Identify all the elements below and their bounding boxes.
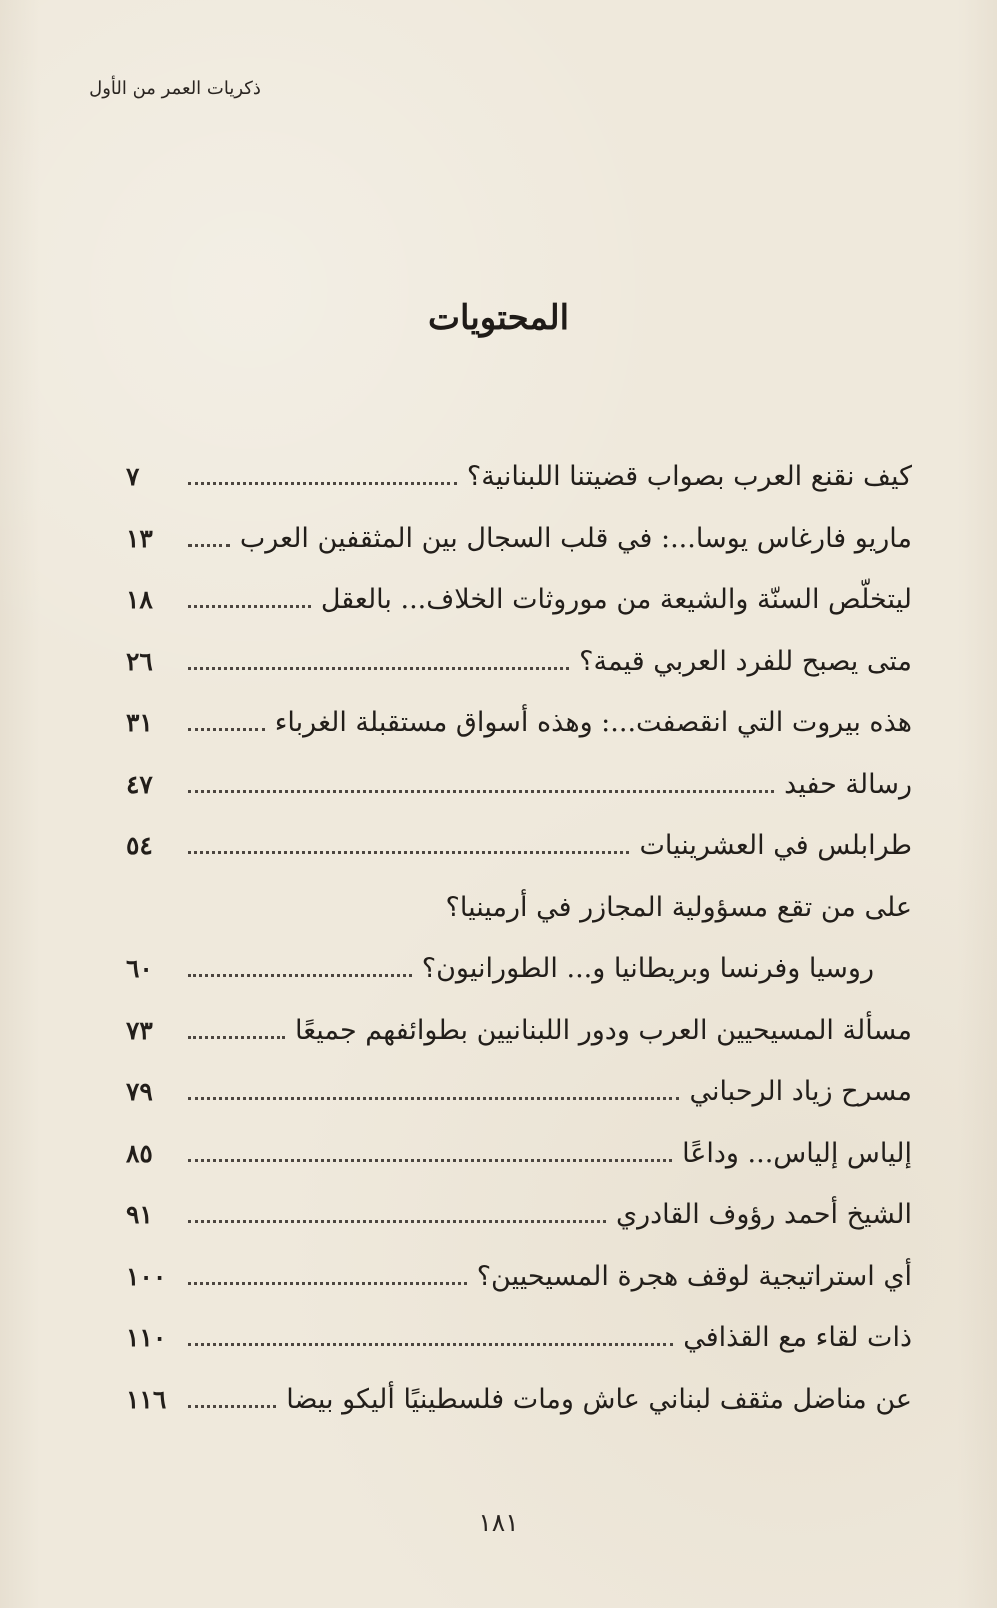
toc-entry-page: ١١٠: [126, 1323, 167, 1353]
toc-leader-dots: [188, 605, 311, 608]
toc-leader-dots: [188, 851, 629, 854]
toc-leader-dots: [188, 667, 569, 670]
toc-leader-dots: [188, 974, 412, 977]
toc-entry: [126, 1246, 912, 1308]
toc-leader-dots: [188, 728, 265, 731]
table-of-contents: [126, 446, 912, 1430]
toc-entry-title: كيف نقنع العرب بصواب قضيتنا اللبنانية؟: [466, 461, 912, 493]
toc-entry-page: ١١٦: [126, 1384, 167, 1414]
toc-entry-title: إلياس إلياس... وداعًا: [682, 1137, 912, 1169]
toc-entry: [126, 877, 912, 939]
toc-entry: [126, 631, 912, 693]
toc-entry: [126, 1000, 912, 1062]
toc-entry: [126, 1307, 912, 1369]
toc-entry: [126, 569, 912, 631]
toc-entry: [126, 508, 912, 570]
toc-entry-page: ١٠٠: [126, 1261, 167, 1291]
toc-entry-page: ١٨: [126, 585, 153, 615]
toc-entry-page: ٩١: [126, 1200, 153, 1230]
toc-entry-page: ٤٧: [126, 769, 153, 799]
toc-leader-dots: [188, 1036, 285, 1039]
toc-entry-title: ماريو فارغاس يوسا...: في قلب السجال بين المثقفين العرب: [239, 522, 912, 554]
toc-entry-page: ٨٥: [126, 1138, 153, 1168]
toc-leader-dots: [188, 1405, 276, 1408]
toc-entry: [126, 1061, 912, 1123]
running-head: ذكريات العمر من الأول: [89, 78, 261, 99]
toc-leader-dots: [188, 544, 230, 547]
toc-entry: [126, 815, 912, 877]
toc-entry: [126, 1123, 912, 1185]
toc-entry-page: ٥٤: [126, 831, 153, 861]
toc-entry-page: ٦٠: [126, 954, 153, 984]
toc-entry-title: الشيخ أحمد رؤوف القادري: [615, 1199, 912, 1231]
toc-entry-page: ٧٩: [126, 1077, 153, 1107]
toc-entry-title: متى يصبح للفرد العربي قيمة؟: [579, 645, 912, 677]
toc-entry: [126, 754, 912, 816]
toc-entry-title: أي استراتيجية لوقف هجرة المسيحيين؟: [476, 1260, 912, 1292]
page-title: المحتويات: [427, 298, 570, 338]
toc-leader-dots: [188, 1097, 679, 1100]
toc-entry-title: رسالة حفيد: [784, 768, 912, 800]
toc-entry-page: ٣١: [126, 708, 153, 738]
toc-entry-title: ذات لقاء مع القذافي: [683, 1322, 912, 1354]
toc-entry: [126, 692, 912, 754]
toc-entry-page: ٧٣: [126, 1015, 153, 1045]
toc-leader-dots: [188, 1343, 673, 1346]
toc-leader-dots: [188, 790, 774, 793]
toc-entry-title: طرابلس في العشرينيات: [639, 830, 912, 862]
toc-entry-title: روسيا وفرنسا وبريطانيا و... الطورانيون؟: [421, 953, 874, 985]
toc-entry-title: مسألة المسيحيين العرب ودور اللبنانيين بطوائفهم جميعًا: [295, 1014, 912, 1046]
toc-entry-title: عن مناضل مثقف لبناني عاش ومات فلسطينيًا أليكو بيضا: [286, 1383, 912, 1415]
toc-leader-dots: [188, 1220, 606, 1223]
toc-leader-dots: [188, 482, 457, 485]
toc-entry: [126, 446, 912, 508]
toc-entry-title: مسرح زياد الرحباني: [689, 1076, 912, 1108]
toc-entry: [126, 1184, 912, 1246]
toc-entry-title: هذه بيروت التي انقصفت...: وهذه أسواق مستقبلة الغرباء: [274, 707, 912, 739]
toc-entry-page: ٧: [126, 462, 140, 492]
toc-entry: [126, 1369, 912, 1431]
toc-leader-dots: [188, 1282, 467, 1285]
toc-entry-title: على من تقع مسؤولية المجازر في أرمينيا؟: [445, 891, 912, 923]
toc-entry-page: ٢٦: [126, 646, 153, 676]
page-number: ١٨١: [478, 1508, 519, 1537]
toc-entry: [126, 938, 912, 1000]
toc-entry-title: ليتخلّص السنّة والشيعة من موروثات الخلاف... بالعقل: [320, 584, 912, 616]
toc-leader-dots: [188, 1159, 672, 1162]
toc-entry-page: ١٣: [126, 523, 153, 553]
